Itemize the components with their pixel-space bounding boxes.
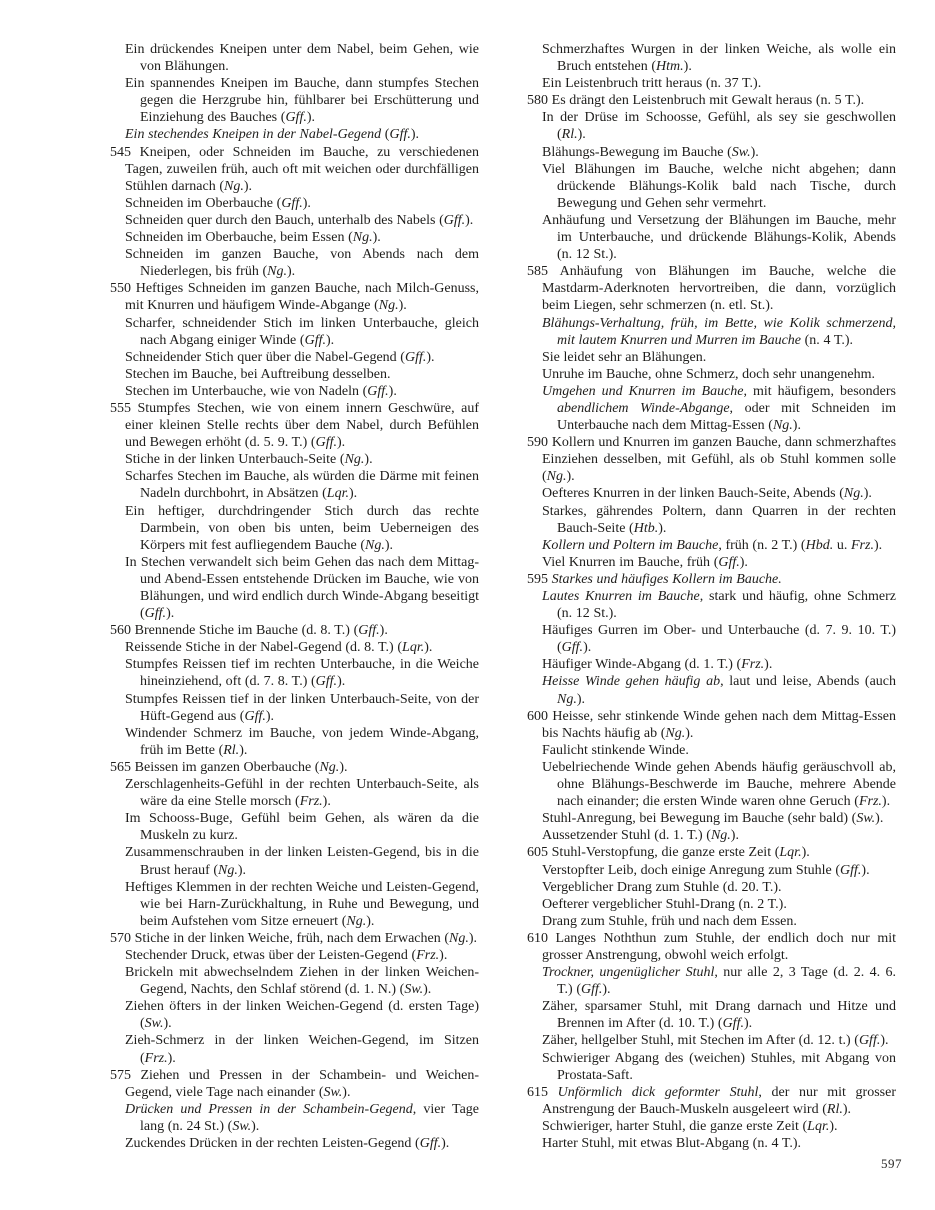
entry-text: ). <box>873 537 883 553</box>
symptom-entry <box>110 964 479 998</box>
entry-text: Heisse Winde gehen häufig ab <box>542 674 721 690</box>
entry-text: , mit häufigem, besonders <box>743 383 896 399</box>
entry-text: Ng. <box>267 264 287 280</box>
entry-text: Ng. <box>319 759 340 775</box>
entry-text: Harter Stuhl, mit etwas Blut-Abgang (n. 4 T.). <box>542 1136 802 1151</box>
symptom-entry <box>110 691 479 725</box>
entry-text: ). <box>423 982 432 998</box>
entry-text: Kollern und Knurren im ganzen Bauche, dann schmerzhaftes Einziehen desselben, mit Gefühl, als ob Stuhl kommen solle ( <box>542 435 897 485</box>
entry-text: ). <box>426 349 435 365</box>
symptom-entry <box>527 1050 896 1084</box>
entry-text: ). <box>880 1033 889 1049</box>
symptom-entry <box>110 656 479 690</box>
entry-text: (n. 4 T.). <box>801 332 854 348</box>
entry-text: ). <box>576 691 586 707</box>
entry-text: Htm. <box>656 59 684 75</box>
entry-text: ). <box>166 606 175 622</box>
symptom-entry <box>110 1135 479 1152</box>
entry-number: 585 <box>527 264 560 280</box>
entry-text: Brennende Stiche im Bauche (d. 8. T.) ( <box>134 623 359 639</box>
entry-text: Gff. <box>561 640 584 656</box>
entry-text: Lqr. <box>807 1118 830 1134</box>
entry-number: 595 <box>527 571 552 587</box>
entry-text: Anhäufung von Blähungen im Bauche, welche die Mastdarm-Aderknoten hervortreiben, die dann, vorzüglich beim Liegen, sehr schmerzen (n. etl. St.). <box>542 264 896 314</box>
entry-number: 555 <box>110 400 138 416</box>
symptom-entry <box>527 1118 896 1135</box>
entry-text: ). <box>465 212 474 228</box>
entry-text: Schneiden im Oberbauche, beim Essen ( <box>125 230 353 246</box>
entry-text: Ng. <box>344 452 365 468</box>
entry-text: Frz. <box>858 794 882 810</box>
entry-text: Ng. <box>665 725 686 741</box>
entry-text: Ein Leistenbruch tritt heraus (n. 37 T.). <box>542 76 762 92</box>
entry-text: Zerschlagenheits-Gefühl in der rechten Unterbauch-Seite, als wäre da eine Stelle morsch ( <box>125 777 479 810</box>
symptom-entry <box>527 862 896 879</box>
entry-text: Gff. <box>419 1136 442 1151</box>
entry-text: , der nur mit grosser Anstrengung der Bauch-Muskeln ausgeleert wird ( <box>542 1084 896 1117</box>
entry-text: Zäher, hellgelber Stuhl, mit Stechen im After (d. 12. t.) ( <box>542 1033 859 1049</box>
symptom-entry <box>110 41 479 75</box>
entry-text: ). <box>366 913 375 929</box>
entry-text: ). <box>863 486 872 502</box>
entry-text: ). <box>743 1016 753 1032</box>
symptom-entry <box>527 930 896 964</box>
entry-text: Unruhe im Bauche, ohne Schmerz, doch sehr unangenehm. <box>542 366 875 382</box>
entry-text: Scharfer, schneidender Stich im linken Unterbauche, gleich nach Abgang einiger Winde ( <box>125 315 479 348</box>
entry-text: Stumpfes Reissen tief im rechten Unterbauche, in die Weiche hineinziehend, oft (d. 7. 8. T.) ( <box>125 657 479 690</box>
symptom-entry <box>110 75 479 126</box>
entry-text: , oder mit Schneiden im Unterbauche nach dem Mittag-Essen ( <box>557 400 897 434</box>
right-text-column <box>527 41 896 1152</box>
entry-text: ). <box>583 640 592 656</box>
entry-text: Beissen im ganzen Oberbauche ( <box>134 759 320 775</box>
entry-text: Oefteres Knurren in der linken Bauch-Seite, Abends ( <box>542 486 844 502</box>
entry-text: Gff. <box>315 674 338 690</box>
entry-number: 545 <box>110 144 140 160</box>
entry-text: Trockner, ungenüglicher Stuhl <box>542 965 715 981</box>
entry-text: Häufiger Winde-Abgang (d. 1. T.) ( <box>542 657 742 673</box>
symptom-entry <box>527 503 896 537</box>
symptom-entry <box>110 229 479 246</box>
symptom-entry <box>110 930 479 947</box>
symptom-entry <box>527 810 896 827</box>
entry-text: Heisse, sehr stinkende Winde gehen nach dem Mittag-Essen bis Nachts häufig ab ( <box>542 708 897 741</box>
symptom-entry <box>527 109 896 143</box>
symptom-entry <box>110 998 479 1032</box>
entry-text: Ng. <box>772 418 793 434</box>
entry-text: Rl. <box>223 742 240 758</box>
symptom-entry <box>110 468 479 502</box>
symptom-entry <box>110 144 479 195</box>
entry-text: Starkes, gährendes Poltern, dann Quarren in der rechten Bauch-Seite ( <box>542 503 896 536</box>
entry-text: ). <box>342 1084 351 1100</box>
entry-text: Zäher, sparsamer Stuhl, mit Drang darnach und Hitze und Brennen im After (d. 10. T.) ( <box>542 999 896 1032</box>
symptom-entry <box>527 708 896 742</box>
symptom-entry <box>527 212 896 263</box>
symptom-entry <box>527 896 896 913</box>
entry-text: Gff. <box>580 982 603 998</box>
symptom-entry <box>527 1135 896 1152</box>
symptom-entry <box>527 92 896 109</box>
entry-text: Frz. <box>741 657 765 673</box>
symptom-entry <box>527 383 896 434</box>
symptom-entry <box>110 400 479 451</box>
entry-text: Gff. <box>404 349 427 365</box>
entry-text: Schneiden quer durch den Bauch, unterhalb des Nabels ( <box>125 212 444 228</box>
entry-text: Heftiges Schneiden im ganzen Bauche, nach Milch-Genuss, mit Knurren und häufigem Winde-Abgange ( <box>125 281 479 314</box>
entry-text: Stechen im Unterbauche, wie von Nadeln ( <box>125 383 368 399</box>
entry-text: Frz. <box>416 947 440 963</box>
entry-number: 580 <box>527 93 552 109</box>
symptom-entry <box>527 75 896 92</box>
entry-text: ). <box>337 674 346 690</box>
symptom-entry <box>110 195 479 212</box>
entry-text: ). <box>875 811 884 827</box>
entry-text: Ng. <box>365 537 385 553</box>
symptom-entry <box>527 434 896 485</box>
entry-text: ). <box>322 794 331 810</box>
symptom-entry <box>110 810 479 844</box>
entry-text: Heftiges Klemmen in der rechten Weiche und Leisten-Gegend, wie bei Harn-Zurückhaltung, in Ruhe und Bewegung, und beim Aufstehen vom Sitze erneuert ( <box>125 879 479 929</box>
entry-text: Lqr. <box>779 845 802 861</box>
entry-text: ). <box>339 759 348 775</box>
entry-text: u. <box>833 537 851 553</box>
symptom-entry <box>527 827 896 844</box>
symptom-entry <box>110 246 479 280</box>
symptom-entry <box>110 879 479 930</box>
symptom-entry <box>110 503 479 554</box>
entry-text: Gff. <box>285 110 307 126</box>
entry-text: Ng. <box>843 486 864 502</box>
entry-text: Ng. <box>352 230 373 246</box>
entry-text: Gff. <box>281 195 303 211</box>
entry-text: Gff. <box>443 212 466 228</box>
entry-text: Zieh-Schmerz in der linken Weichen-Gegend, im Sitzen ( <box>125 1033 479 1066</box>
entry-text: Gff. <box>244 708 266 724</box>
entry-text: ). <box>424 640 433 656</box>
entry-text: ). <box>398 298 407 314</box>
entry-text: ). <box>384 537 394 553</box>
entry-text: Sw. <box>144 1016 164 1032</box>
entry-text: Häufiges Gurren im Ober- und Unterbauche (d. 7. 9. 10. T.) ( <box>542 623 896 656</box>
entry-text: ). <box>439 947 448 963</box>
entry-text: Stiche in der linken Weiche, früh, nach dem Erwachen ( <box>134 930 450 946</box>
entry-text: ). <box>348 486 358 502</box>
entry-text: , nur alle 2, 3 Tage (d. 2. 4. 6. T.) ( <box>557 965 896 998</box>
entry-text: Hbd. <box>805 537 834 553</box>
entry-text: Scharfes Stechen im Bauche, als würden die Därme mit feinen Nadeln durchbohrt, in Absätzen ( <box>125 469 479 502</box>
entry-text: Stiche in der linken Unterbauch-Seite ( <box>125 452 345 468</box>
entry-text: ). <box>730 828 739 844</box>
entry-number: 570 <box>110 930 135 946</box>
entry-text: Drang zum Stuhle, früh und nach dem Essen. <box>542 913 797 929</box>
entry-text: Lautes Knurren im Bauche <box>542 589 700 604</box>
left-text-column <box>110 41 479 1152</box>
entry-text: Viel Knurren im Bauche, früh ( <box>542 554 719 570</box>
entry-text: ). <box>566 469 575 485</box>
entry-text: ). <box>163 1016 172 1032</box>
symptom-entry <box>110 639 479 656</box>
symptom-entry <box>527 1084 896 1118</box>
entry-text: , laut und leise, Abends (auch <box>720 674 896 690</box>
entry-text: Ein stechendes Kneipen in der Nabel-Gegend <box>125 127 382 143</box>
symptom-entry <box>527 485 896 502</box>
symptom-entry <box>527 41 896 75</box>
entry-text: Schwieriger Abgang des (weichen) Stuhles, mit Abgang von Prostata-Saft. <box>542 1050 896 1083</box>
entry-text: ). <box>239 742 248 758</box>
entry-text: Oefterer vergeblicher Stuhl-Drang (n. 2 T.). <box>542 896 787 912</box>
entry-text: ). <box>388 383 397 399</box>
entry-text: Im Schooss-Buge, Gefühl beim Gehen, als wären da die Muskeln zu kurz. <box>125 811 479 844</box>
entry-text: Kneipen, oder Schneiden im Bauche, zu verschiedenen Tagen, zuweilen früh, auch oft mit weichen oder durchfälligen Stühlen darnach ( <box>125 144 479 194</box>
entry-text: ). <box>739 554 748 570</box>
entry-text: ). <box>685 725 694 741</box>
entry-text: Blähungs-Verhaltung, früh, im Bette, wie Kolik schmerzend, mit lautem Knurren und Murren im Bauche <box>542 315 896 348</box>
entry-text: ). <box>410 127 420 143</box>
symptom-entry <box>527 759 896 810</box>
entry-text: ). <box>829 1118 838 1134</box>
entry-text: Reissende Stiche in der Nabel-Gegend (d. 8. T.) ( <box>125 640 403 656</box>
symptom-entry <box>110 1067 479 1101</box>
entry-text: Aussetzender Stuhl (d. 1. T.) ( <box>542 828 711 844</box>
entry-text: ). <box>287 264 296 280</box>
entry-text: ). <box>237 862 247 878</box>
entry-text: Stumpfes Stechen, wie von einem innern Geschwüre, auf einer kleinen Stelle rechts über dem Nabel, durch Befühlen und Bewegen erhöht (d. 5. 9. T.) ( <box>125 400 479 451</box>
entry-text: Viel Blähungen im Bauche, welche nicht abgehen; dann drückende Blähungs-Kolik bald nach Tische, durch Bewegung und Gehen sehr vermehrt. <box>542 161 896 211</box>
entry-text: Rl. <box>561 127 578 143</box>
entry-text: Sw. <box>232 1118 252 1134</box>
entry-text: Es drängt den Leistenbruch mit Gewalt heraus (n. 5 T.). <box>551 93 865 109</box>
entry-text: ). <box>764 657 773 673</box>
entry-text: Windender Schmerz im Bauche, von jedem Winde-Abgang, früh im Bette ( <box>125 725 479 758</box>
entry-text: ). <box>167 1050 176 1066</box>
entry-text: Schwieriger, harter Stuhl, die ganze erste Zeit ( <box>542 1118 808 1134</box>
entry-text: Stechen im Bauche, bei Auftreibung desselben. <box>125 366 391 382</box>
entry-text: Unförmlich dick geformter Stuhl <box>557 1084 759 1100</box>
entry-text: Schmerzhaftes Wurgen in der linken Weiche, als wolle ein Bruch entstehen ( <box>542 42 896 75</box>
entry-text: Ein drückendes Kneipen unter dem Nabel, beim Gehen, wie von Blähungen. <box>125 42 479 75</box>
entry-text: Zusammenschrauben in der linken Leisten-Gegend, bis in die Brust herauf ( <box>125 845 479 878</box>
entry-text: ). <box>801 845 810 861</box>
entry-text: Gff. <box>389 127 411 143</box>
entry-number: 610 <box>527 930 556 946</box>
symptom-entry <box>110 349 479 366</box>
symptom-entry <box>527 144 896 161</box>
entry-text: Ng. <box>710 828 731 844</box>
symptom-entry <box>110 622 479 639</box>
entry-text: Kollern und Poltern im Bauche <box>542 537 719 553</box>
entry-text: Sw. <box>731 144 751 160</box>
entry-text: Frz. <box>299 794 323 810</box>
entry-text: Htb. <box>633 520 659 536</box>
entry-number: 590 <box>527 435 552 451</box>
entry-text: ). <box>441 1136 450 1151</box>
symptom-entry <box>527 844 896 861</box>
symptom-entry <box>527 622 896 656</box>
entry-text: Ng. <box>224 178 244 194</box>
entry-text: ). <box>379 623 388 639</box>
entry-text: ). <box>792 418 801 434</box>
entry-text: Gff. <box>858 1033 881 1049</box>
symptom-entry <box>110 554 479 622</box>
symptom-entry <box>527 673 896 707</box>
entry-text: Starkes und häufiges Kollern im Bauche. <box>551 571 782 587</box>
entry-text: Ein heftiger, durchdringender Stich durch das rechte Darmbein, von oben bis unten, beim Ueberneigen des Körpers mit fest aufliegendem Bauche ( <box>125 503 479 553</box>
entry-text: Gff. <box>304 332 326 348</box>
entry-text: Sw. <box>404 982 424 998</box>
symptom-entry <box>527 366 896 383</box>
symptom-entry <box>527 571 896 588</box>
entry-text: Sw. <box>856 811 876 827</box>
entry-text: Gff. <box>367 383 389 399</box>
entry-text: ). <box>577 127 586 143</box>
entry-text: ). <box>683 59 692 75</box>
entry-text: Rl. <box>826 1101 843 1117</box>
entry-text: Uebelriechende Winde gehen Abends häufig geräuschvoll ab, ohne Blähungs-Beschwerde im Bauche, mehrere Abende nach einander; die ersten Winde waren ohne Geruch ( <box>542 759 896 810</box>
entry-text: Verstopfter Leib, doch einige Anregung zum Stuhle ( <box>542 862 841 878</box>
entry-text: ). <box>468 930 478 946</box>
entry-text: Ng. <box>449 930 469 946</box>
entry-text: Gff. <box>358 623 380 639</box>
entry-text: Ng. <box>557 691 577 707</box>
entry-text: Ein spannendes Kneipen im Bauche, dann stumpfes Stechen gegen die Herzgrube hin, fühlbarer bei Erschütterung und Einziehung des Bauches ( <box>125 76 479 126</box>
entry-text: Stuhl-Verstopfung, die ganze erste Zeit ( <box>551 845 780 861</box>
entry-text: ). <box>251 1118 260 1134</box>
symptom-entry <box>110 383 479 400</box>
entry-text: Frz. <box>851 537 874 553</box>
entry-text: , stark und häufig, ohne Schmerz (n. 12 St.). <box>557 589 896 622</box>
symptom-entry <box>527 742 896 759</box>
symptom-entry <box>527 998 896 1032</box>
symptom-entry <box>110 451 479 468</box>
entry-text: Sie leidet sehr an Blähungen. <box>542 349 707 365</box>
entry-text: , früh (n. 2 T.) ( <box>718 537 806 553</box>
symptom-entry <box>110 1032 479 1066</box>
entry-text: Ziehen öfters in der linken Weichen-Gegend (d. ersten Tage) ( <box>125 999 479 1032</box>
entry-text: ). <box>658 520 667 536</box>
entry-number: 560 <box>110 623 135 639</box>
symptom-entry <box>110 947 479 964</box>
entry-text: ). <box>243 178 253 194</box>
entry-text: In Stechen verwandelt sich beim Gehen das nach dem Mittag- und Abend-Essen entstehende Drücken im Bauche, wie von Blähungen, und wird endlich durch Winde-Abgang beseitigt ( <box>125 554 479 622</box>
symptom-entry <box>527 656 896 673</box>
entry-number: 575 <box>110 1067 141 1083</box>
entry-text: Vergeblicher Drang zum Stuhle (d. 20. T.). <box>542 879 782 895</box>
symptom-entry <box>110 126 479 143</box>
symptom-entry <box>527 913 896 930</box>
page-number: 597 <box>881 1156 902 1171</box>
entry-text: Schneiden im ganzen Bauche, von Abends nach dem Niederlegen, bis früh ( <box>125 247 479 280</box>
entry-text: ). <box>306 110 315 126</box>
symptom-entry <box>527 1032 896 1049</box>
entry-text: Ng. <box>346 913 367 929</box>
entry-text: Ng. <box>378 298 399 314</box>
entry-text: Stuhl-Anregung, bei Bewegung im Bauche (sehr bald) ( <box>542 811 857 827</box>
entry-text: Stumpfes Reissen tief in der linken Unterbauch-Seite, von der Hüft-Gegend aus ( <box>125 691 479 724</box>
entry-number: 605 <box>527 845 552 861</box>
entry-text: Anhäufung und Versetzung der Blähungen im Bauche, mehr im Unterbauche, und drückende Blähungs-Kolik, Abends (n. 12 St.). <box>542 212 896 263</box>
symptom-entry <box>527 879 896 896</box>
entry-number: 600 <box>527 708 553 724</box>
entry-text: ). <box>750 144 759 160</box>
entry-text: Lqr. <box>326 486 349 502</box>
entry-text: Gff. <box>315 435 337 451</box>
entry-text: ). <box>861 862 870 878</box>
symptom-entry <box>110 212 479 229</box>
entry-number: 615 <box>527 1084 558 1100</box>
entry-text: ). <box>336 435 346 451</box>
symptom-entry <box>527 349 896 366</box>
symptom-entry <box>110 315 479 349</box>
entry-text: Zuckendes Drücken in der rechten Leisten-Gegend ( <box>125 1136 420 1151</box>
symptom-entry <box>527 315 896 349</box>
symptom-entry <box>110 725 479 759</box>
entry-text: Blähungs-Bewegung im Bauche ( <box>542 144 732 160</box>
symptom-entry <box>110 776 479 810</box>
symptom-entry <box>527 964 896 998</box>
entry-text: Lqr. <box>402 640 425 656</box>
entry-text: ). <box>842 1101 852 1117</box>
entry-text: Ng. <box>546 469 567 485</box>
entry-text: Gff. <box>144 606 167 622</box>
entry-text: In der Drüse im Schoosse, Gefühl, als sey sie geschwollen ( <box>542 110 896 143</box>
entry-text: Schneidender Stich quer über die Nabel-Gegend ( <box>125 349 405 365</box>
entry-text: Gff. <box>718 554 740 570</box>
entry-number: 565 <box>110 759 135 775</box>
symptom-entry <box>527 554 896 571</box>
entry-text: Ziehen und Pressen in der Schambein- und Weichen-Gegend, viele Tage nach einander ( <box>125 1067 480 1100</box>
symptom-entry <box>527 588 896 622</box>
entry-text: Schneiden im Oberbauche ( <box>125 195 282 211</box>
symptom-entry <box>110 1101 479 1135</box>
entry-text: Stechender Druck, etwas über der Leisten-Gegend ( <box>125 947 417 963</box>
symptom-entry <box>110 844 479 878</box>
entry-text: ). <box>325 332 335 348</box>
entry-text: Langes Noththun zum Stuhle, der endlich doch nur mit grosser Anstrengung, obwohl weich erfolgt. <box>542 930 897 963</box>
entry-text: ). <box>881 794 891 810</box>
entry-text: , vier Tage lang (n. 24 St.) ( <box>140 1101 480 1134</box>
entry-text: ). <box>602 982 611 998</box>
entry-text: ( <box>381 127 390 143</box>
entry-text: ). <box>302 195 311 211</box>
entry-text: abendlichem Winde-Abgange <box>557 400 730 416</box>
symptom-entry <box>110 366 479 383</box>
symptom-entry <box>527 263 896 314</box>
entry-text: Ng. <box>218 862 238 878</box>
entry-text: Frz. <box>144 1050 168 1066</box>
entry-text: ). <box>265 708 275 724</box>
entry-text: ). <box>364 452 373 468</box>
entry-text: Faulicht stinkende Winde. <box>542 742 689 758</box>
entry-text: Gff. <box>722 1016 744 1032</box>
entry-text: Gff. <box>840 862 862 878</box>
symptom-entry <box>527 537 896 554</box>
symptom-entry <box>110 280 479 314</box>
symptom-entry <box>110 759 479 776</box>
entry-text: Umgehen und Knurren im Bauche <box>542 383 744 399</box>
entry-text: Brickeln mit abwechselndem Ziehen in der linken Weichen-Gegend, Nachts, den Schlaf störend (d. 1. N.) ( <box>125 965 479 998</box>
entry-text: Drücken und Pressen in der Schambein-Gegend <box>125 1101 413 1117</box>
entry-text: ). <box>372 230 381 246</box>
entry-text: Sw. <box>323 1084 343 1100</box>
entry-number: 550 <box>110 281 136 297</box>
symptom-entry <box>527 161 896 212</box>
